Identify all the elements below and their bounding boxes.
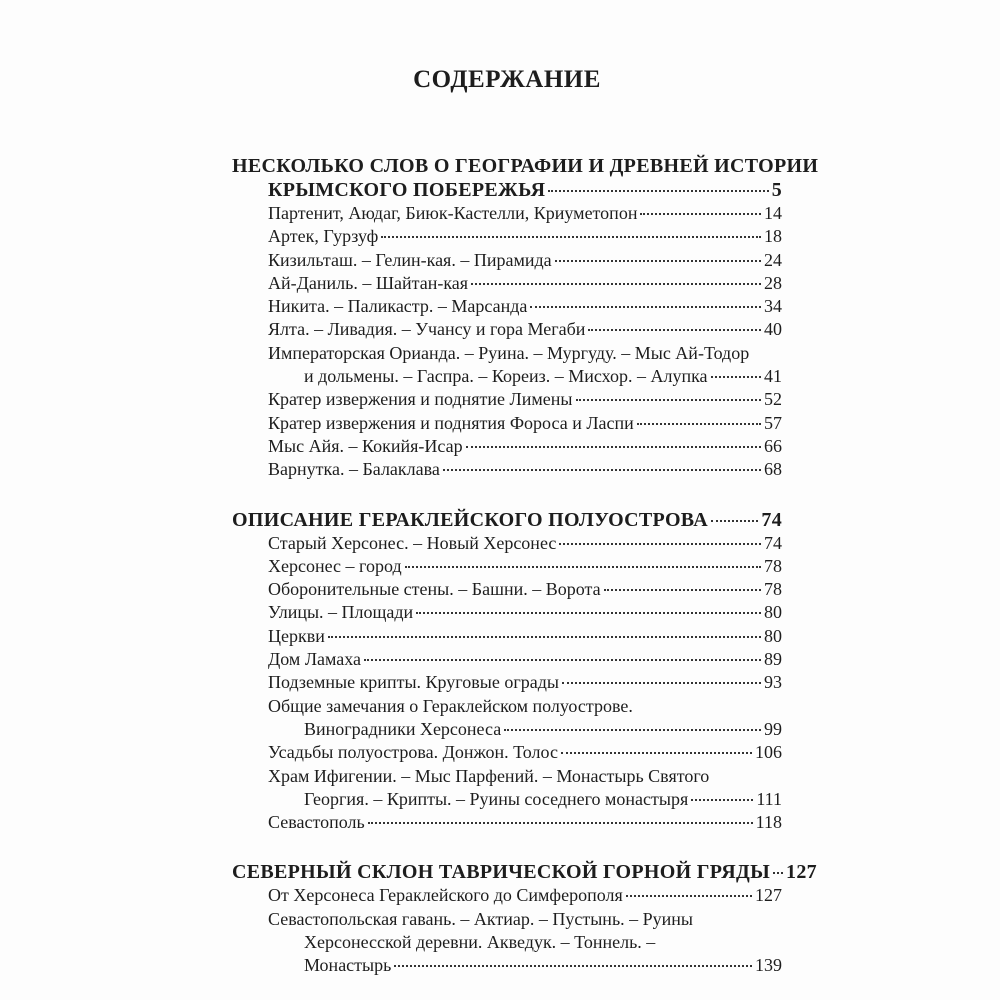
entry-title: Партенит, Аюдаг, Биюк-Кастелли, Криуметопон: [268, 203, 638, 223]
entry-title: Ялта. – Ливадия. – Учансу и гора Мегаби: [268, 319, 586, 340]
entry-title: Мыс Айя. – Кокийя-Исар: [268, 435, 463, 456]
toc-entry[interactable]: [232, 412, 782, 435]
page-number: 66: [764, 435, 782, 456]
entry-title: Георгия. – Крипты. – Руины соседнего монастыря: [304, 788, 689, 809]
section-entry[interactable]: [232, 178, 782, 202]
leader-dots: [588, 329, 761, 331]
page-number: 89: [764, 649, 782, 670]
page-number: 68: [764, 459, 782, 480]
section-entry[interactable]: [232, 508, 782, 532]
leader-dots: [368, 822, 753, 824]
page-number: 40: [764, 319, 782, 340]
leader-dots: [364, 659, 761, 661]
toc-entry[interactable]: [232, 249, 782, 272]
leader-dots: [562, 682, 761, 684]
entry-title-line: Херсонесской деревни. Акведук. – Тоннель. –: [304, 932, 656, 953]
toc-entry[interactable]: [232, 578, 782, 601]
entry-title: и дольмены. – Гаспра. – Кореиз. – Мисхор. – Алупка: [304, 366, 708, 387]
entry-title-line: Севастопольская гавань. – Актиар. – Пустынь. – Руины: [268, 908, 694, 929]
page-number: 74: [761, 508, 782, 531]
page-number: 80: [764, 602, 782, 623]
section-spacer: [232, 482, 782, 508]
entry-title: Артек, Гурзуф: [268, 226, 379, 247]
entry-title: Ай-Даниль. – Шайтан-кая: [268, 272, 469, 293]
entry-title: Варнутка. – Балаклава: [268, 459, 440, 480]
entry-title: Севастополь: [268, 812, 365, 833]
leader-dots: [711, 520, 758, 522]
table-of-contents: [232, 154, 819, 978]
leader-dots: [773, 872, 783, 874]
toc-entry[interactable]: [232, 625, 782, 648]
toc-entry[interactable]: [232, 458, 782, 481]
entry-title: Подземные крипты. Круговые ограды: [268, 672, 559, 693]
page-number: 5: [771, 179, 782, 201]
page-number: 41: [764, 366, 782, 387]
entry-title: Улицы. – Площади: [268, 602, 414, 623]
toc-entry[interactable]: [232, 671, 782, 694]
section-title: КРЫМСКОГО ПОБЕРЕЖЬЯ: [268, 179, 546, 201]
entry-title-line: Императорская Орианда. – Руина. – Мургуду. – Мыс Ай-Тодор: [268, 342, 750, 363]
leader-dots: [691, 799, 753, 801]
leader-dots: [530, 306, 761, 308]
toc-entry[interactable]: [232, 884, 782, 907]
entry-title: От Херсонеса Гераклейского до Симферополя: [268, 885, 623, 906]
toc-entry[interactable]: [232, 811, 782, 834]
leader-dots: [416, 612, 761, 614]
page-number: 118: [755, 812, 782, 833]
page-number: 78: [764, 579, 782, 600]
section-spacer: [232, 834, 782, 860]
toc-entry[interactable]: [232, 718, 782, 741]
page-number: 99: [764, 718, 782, 739]
toc-entry[interactable]: [232, 202, 782, 225]
page-title: СОДЕРЖАНИЕ: [413, 66, 601, 93]
entry-title: Никита. – Паликастр. – Марсанда: [268, 296, 528, 317]
entry-title: Кратер извержения и поднятия Фороса и Ласпи: [268, 412, 634, 433]
page-number: 14: [764, 203, 782, 223]
section-title: СЕВЕРНЫЙ СКЛОН ТАВРИЧЕСКОЙ ГОРНОЙ ГРЯДЫ: [232, 861, 771, 884]
leader-dots: [711, 376, 761, 378]
toc-entry[interactable]: [232, 388, 782, 411]
page-number: 93: [764, 672, 782, 693]
entry-title: Виноградники Херсонеса: [304, 718, 502, 739]
section-title: ОПИСАНИЕ ГЕРАКЛЕЙСКОГО ПОЛУОСТРОВА: [232, 508, 708, 531]
page-number: 106: [755, 742, 782, 763]
entry-title: Монастырь: [304, 955, 392, 976]
leader-dots: [604, 589, 761, 591]
leader-dots: [394, 965, 752, 967]
toc-entry[interactable]: [232, 225, 782, 248]
entry-title: Херсонес – город: [268, 555, 402, 576]
toc-entry[interactable]: [232, 555, 782, 578]
leader-dots: [640, 213, 761, 215]
page-number: 18: [764, 226, 782, 247]
page-number: 139: [755, 955, 782, 976]
toc-entry[interactable]: [232, 435, 782, 458]
leader-dots: [466, 446, 761, 448]
leader-dots: [405, 566, 761, 568]
leader-dots: [626, 895, 752, 897]
page-number: 127: [755, 885, 782, 906]
page-number: 28: [764, 272, 782, 293]
page-number: 34: [764, 296, 782, 317]
entry-title: Оборонительные стены. – Башни. – Ворота: [268, 579, 601, 600]
leader-dots: [381, 236, 761, 238]
leader-dots: [637, 423, 761, 425]
entry-title-line: Общие замечания о Гераклейском полуострове.: [268, 695, 633, 716]
toc-entry[interactable]: [232, 318, 782, 341]
page-number: 74: [764, 532, 782, 553]
page-number: 57: [764, 412, 782, 433]
entry-title: Церкви: [268, 625, 325, 646]
leader-dots: [561, 752, 752, 754]
page-number: 111: [756, 788, 782, 809]
leader-dots: [328, 636, 761, 638]
leader-dots: [576, 399, 762, 401]
page-number: 52: [764, 389, 782, 410]
entry-title: Дом Ламаха: [268, 649, 362, 670]
toc-entry[interactable]: [232, 741, 782, 764]
entry-title-line: Храм Ифигении. – Мыс Парфений. – Монастырь Святого: [268, 765, 710, 786]
section-title-line: НЕСКОЛЬКО СЛОВ О ГЕОГРАФИИ И ДРЕВНЕЙ ИСТОРИИ: [232, 155, 819, 177]
leader-dots: [555, 260, 761, 262]
entry-title: Кизильташ. – Гелин-кая. – Пирамида: [268, 249, 552, 270]
entry-title: Кратер извержения и поднятие Лимены: [268, 389, 573, 410]
toc-entry[interactable]: [232, 954, 782, 977]
page-number: 78: [764, 555, 782, 576]
toc-entry[interactable]: [232, 295, 782, 318]
page-number: 80: [764, 625, 782, 646]
leader-dots: [443, 469, 761, 471]
leader-dots: [504, 729, 761, 731]
toc-entry[interactable]: [232, 788, 782, 811]
toc-entry[interactable]: [232, 272, 782, 295]
toc-entry[interactable]: [232, 601, 782, 624]
leader-dots: [559, 543, 761, 545]
section-entry[interactable]: [232, 860, 817, 884]
entry-title: Старый Херсонес. – Новый Херсонес: [268, 532, 557, 553]
leader-dots: [548, 190, 768, 192]
entry-title: Усадьбы полуострова. Донжон. Толос: [268, 742, 558, 763]
page-number: 24: [764, 249, 782, 270]
page-number: 127: [786, 861, 817, 884]
leader-dots: [471, 283, 761, 285]
toc-entry[interactable]: [232, 532, 782, 555]
toc-entry[interactable]: [232, 648, 782, 671]
toc-entry[interactable]: [232, 365, 782, 388]
